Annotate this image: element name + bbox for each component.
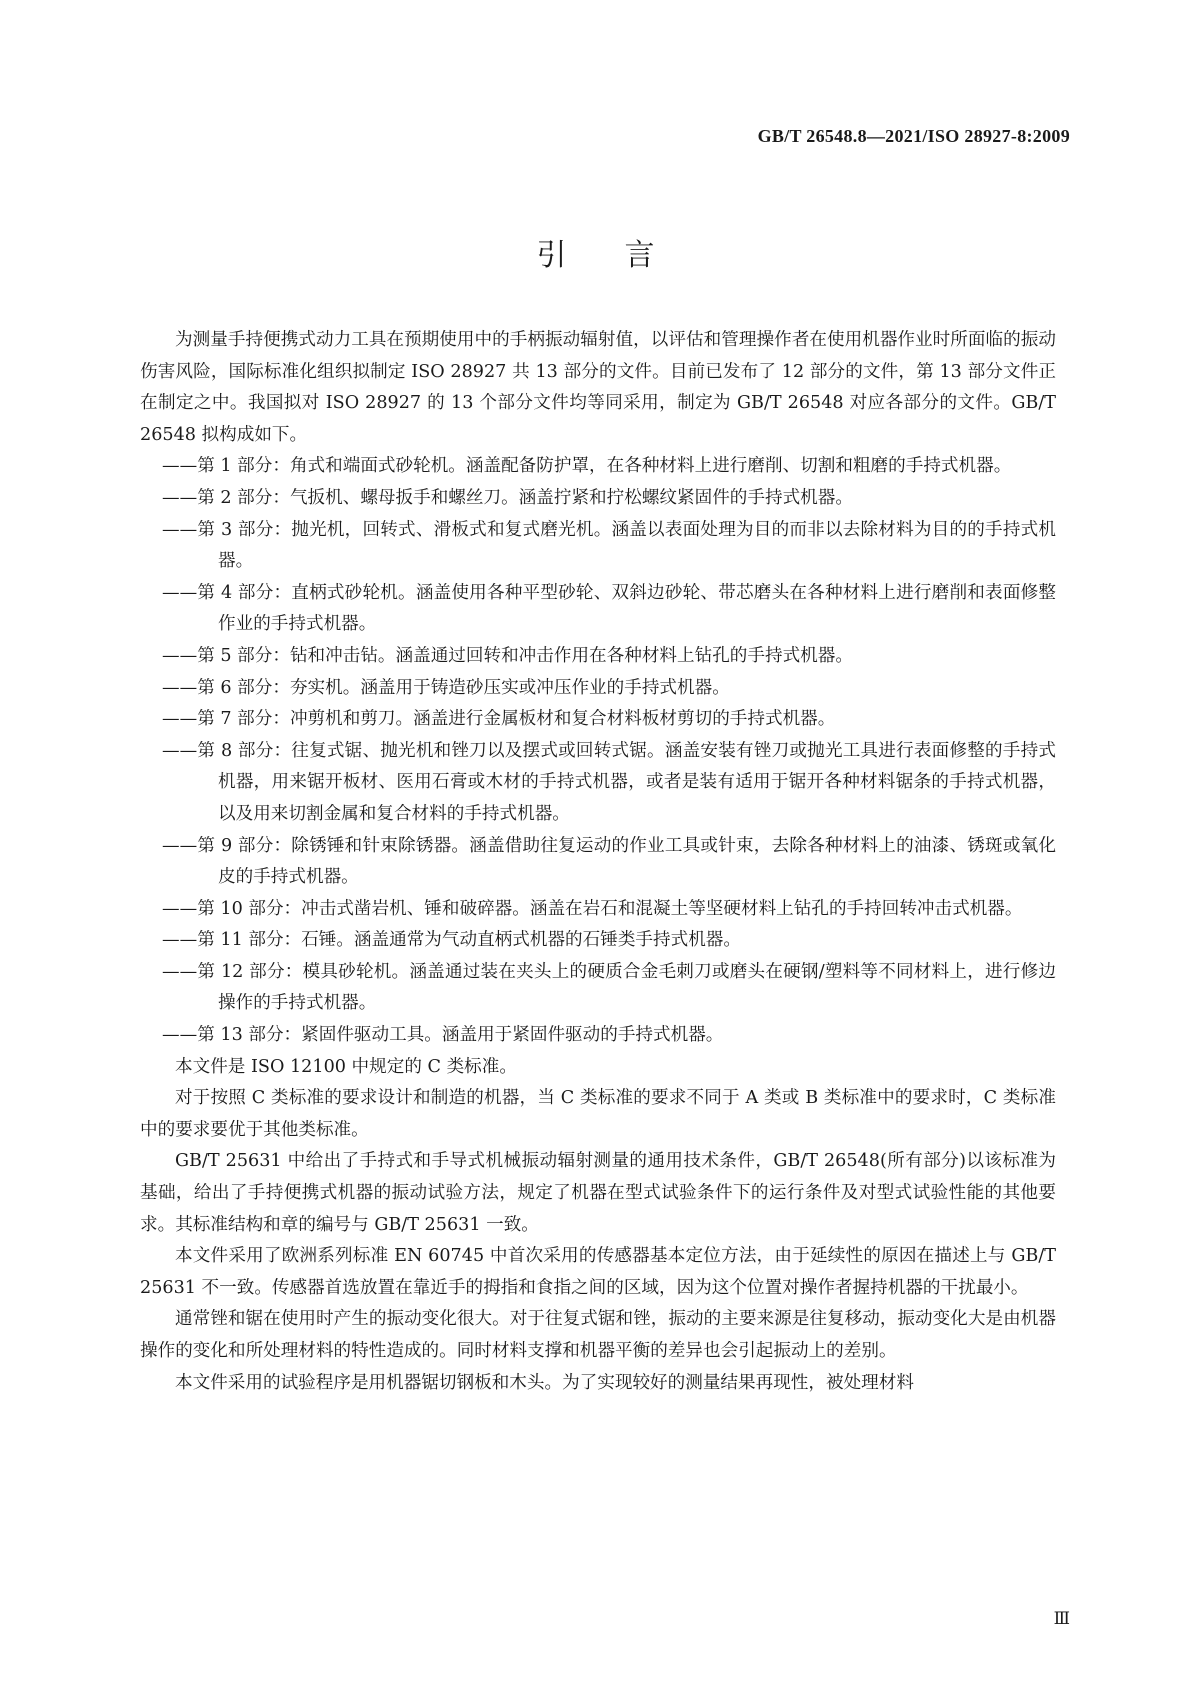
- paragraph-test-procedure: 本文件采用的试验程序是用机器锯切钢板和木头。为了实现较好的测量结果再现性，被处理材料: [175, 1372, 914, 1393]
- list-item: ——第 11 部分：石锤。涵盖通常为气动直柄式机器的石锤类手持式机器。: [162, 930, 741, 951]
- paragraph-priority: 对于按照 C 类标准的要求设计和制造的机器，当 C 类标准的要求不同于 A 类或 B 类标准中的要求时，C 类标准中的要求要优于其他类标准。: [140, 1088, 1056, 1140]
- paragraph-vibration-variation: 通常锉和锯在使用时产生的振动变化很大。对于往复式锯和锉，振动的主要来源是往复移动，振动变化大是由机器操作的变化和所处理材料的特性造成的。同时材料支撑和机器平衡的差异也会引起振动上的差别。: [140, 1309, 1056, 1361]
- parts-list: [140, 451, 1056, 1051]
- standard-code: GB/T 26548.8—2021/ISO 28927-8:2009: [757, 126, 1070, 146]
- list-item: ——第 2 部分：气扳机、螺母扳手和螺丝刀。涵盖拧紧和拧松螺纹紧固件的手持式机器。: [162, 487, 853, 508]
- list-item: ——第 4 部分：直柄式砂轮机。涵盖使用各种平型砂轮、双斜边砂轮、带芯磨头在各种材料上进行磨削和表面修整作业的手持式机器。: [162, 582, 1056, 635]
- list-item: ——第 5 部分：钻和冲击钻。涵盖通过回转和冲击作用在各种材料上钻孔的手持式机器。: [162, 645, 853, 666]
- list-item: ——第 7 部分：冲剪机和剪刀。涵盖进行金属板材和复合材料板材剪切的手持式机器。: [162, 709, 836, 730]
- list-item: ——第 3 部分：抛光机，回转式、滑板式和复式磨光机。涵盖以表面处理为目的而非以去除材料为目的的手持式机器。: [162, 519, 1056, 572]
- list-item: ——第 9 部分：除锈锤和针束除锈器。涵盖借助往复运动的作业工具或针束，去除各种材料上的油漆、锈斑或氧化皮的手持式机器。: [162, 835, 1056, 888]
- page-number: Ⅲ: [1053, 1609, 1070, 1628]
- list-item: ——第 12 部分：模具砂轮机。涵盖通过装在夹头上的硬质合金毛刺刀或磨头在硬钢/塑料等不同材料上，进行修边操作的手持式机器。: [162, 961, 1056, 1014]
- page-title: 引言: [536, 238, 713, 273]
- list-item: ——第 1 部分：角式和端面式砂轮机。涵盖配备防护罩，在各种材料上进行磨削、切割和粗磨的手持式机器。: [162, 456, 1012, 477]
- list-item: ——第 10 部分：冲击式凿岩机、锤和破碎器。涵盖在岩石和混凝土等坚硬材料上钻孔的手持回转冲击式机器。: [162, 898, 1023, 919]
- paragraph-basis: GB/T 25631 中给出了手持式和手导式机械振动辐射测量的通用技术条件，GB/T 26548(所有部分)以该标准为基础，给出了手持便携式机器的振动试验方法，规定了机器在型式试验条件下的运行条件及对型式试验性能的其他要求。其标准结构和章的编号与 GB/T 25631 一致。: [140, 1151, 1056, 1235]
- list-item: ——第 6 部分：夯实机。涵盖用于铸造砂压实或冲压作业的手持式机器。: [162, 677, 730, 698]
- list-item: ——第 13 部分：紧固件驱动工具。涵盖用于紧固件驱动的手持式机器。: [162, 1025, 724, 1046]
- paragraph-sensor-position: 本文件采用了欧洲系列标准 EN 60745 中首次采用的传感器基本定位方法，由于延续性的原因在描述上与 GB/T 25631 不一致。传感器首选放置在靠近手的拇指和食指之间的区域，因为这个位置对操作者握持机器的干扰最小。: [140, 1246, 1056, 1298]
- paragraph-c-type-standard: 本文件是 ISO 12100 中规定的 C 类标准。: [175, 1056, 517, 1077]
- list-item: ——第 8 部分：往复式锯、抛光机和锉刀以及摆式或回转式锯。涵盖安装有锉刀或抛光工具进行表面修整的手持式机器，用来锯开板材、医用石膏或木材的手持式机器，或者是装有适用于锯开各种材料锯条的手持式机器，以及用来切割金属和复合材料的手持式机器。: [162, 740, 1056, 824]
- intro-paragraph: 为测量手持便携式动力工具在预期使用中的手柄振动辐射值，以评估和管理操作者在使用机器作业时所面临的振动伤害风险，国际标准化组织拟制定 ISO 28927 共 13 部分的文件。目前已发布了 12 部分的文件，第 13 部分文件正在制定之中。我国拟对 ISO 28927 的 13 个部分文件均等同采用，制定为 GB/T 26548 对应各部分的文件。GB/T 26548 拟构成如下。: [140, 330, 1056, 445]
- document-body: [140, 325, 1056, 1399]
